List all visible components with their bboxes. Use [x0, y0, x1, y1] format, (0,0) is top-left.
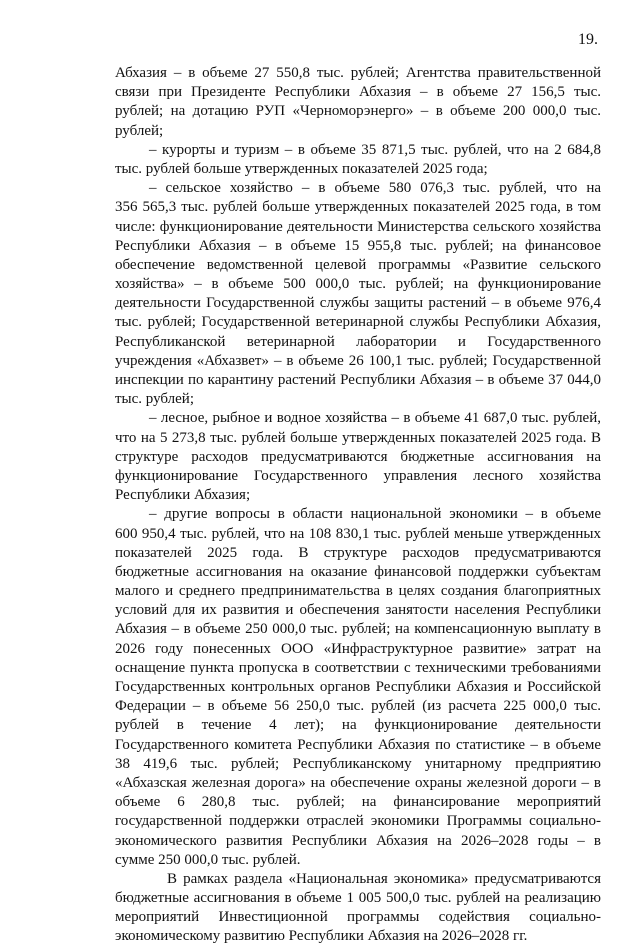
text-line: деятельности Государственной службы защиты растений – в объеме 976,4 [115, 295, 601, 312]
text-line: что на 5 273,8 тыс. рублей больше утвержденных показателей 2025 года. В [115, 429, 601, 446]
document-body [115, 64, 601, 947]
text-line: бюджетные ассигнования на оказание финансовой поддержки субъектам [115, 563, 601, 580]
text-line: рублей в течение 4 лет); на функционирование деятельности [115, 717, 601, 734]
text-line: Республики Абхазия; [115, 487, 251, 504]
text-line: экономического развития Республики Абхазия на 2026–2028 годы – в [115, 832, 601, 849]
text-line: тыс. рублей; Государственной ветеринарной службы Республики Абхазия, [115, 314, 601, 331]
text-line: связи при Президенте Республики Абхазия – в объеме 27 156,5 тыс. [115, 84, 601, 101]
text-line: – курорты и туризм – в объеме 35 871,5 тыс. рублей, что на 2 684,8 [149, 141, 601, 158]
text-line: хозяйства» – в объеме 500 000,0 тыс. рублей; на функционирование [115, 276, 601, 293]
text-line: Государственных контрольных органов Республики Абхазия и Российской [115, 679, 601, 695]
text-line: сумме 250 000,0 тыс. рублей. [115, 851, 301, 868]
text-line: структуре расходов предусматриваются бюджетные ассигнования на [115, 448, 601, 465]
text-line: «Абхазская железная дорога» на обеспечение охраны железной дороги – в [115, 774, 601, 791]
text-line: мероприятий Инвестиционной программы содействия социально- [115, 909, 601, 926]
text-line: 356 565,3 тыс. рублей больше утвержденных показателей 2025 года, в том [115, 199, 601, 216]
text-line: рублей; на дотацию РУП «Черноморэнерго» – в объеме 200 000,0 тыс. [115, 103, 601, 120]
text-line: рублей; [115, 122, 164, 139]
text-line: учреждения «Абхазвет» – в объеме 26 100,1 тыс. рублей; Государственной [115, 352, 601, 369]
text-line: – сельское хозяйство – в объеме 580 076,3 тыс. рублей, что на [149, 180, 601, 197]
text-line: малого и среднего предпринимательства в целях создания благоприятных [115, 583, 601, 600]
text-line: Республики Абхазия – в объеме 15 955,8 тыс. рублей; на финансовое [115, 237, 601, 254]
text-line: – другие вопросы в области национальной экономики – в объеме [149, 506, 601, 523]
text-line: условий для их развития и обеспечения занятости населения Республики [115, 602, 601, 619]
text-line: тыс. рублей; [115, 391, 194, 408]
text-line: объеме 6 280,8 тыс. рублей; на финансирование мероприятий [115, 794, 601, 811]
text-line: тыс. рублей больше утвержденных показателей 2025 года; [115, 160, 488, 177]
text-line: экономическому развитию Республики Абхазия на 2026–2028 гг. [115, 928, 528, 945]
page-number: 19. [578, 31, 598, 48]
text-line: показателей 2025 года. В структуре расходов предусматриваются [115, 544, 601, 561]
text-line: 600 950,4 тыс. рублей, что на 108 830,1 тыс. рублей меньше утвержденных [115, 525, 601, 542]
text-line: 38 419,6 тыс. рублей; Республиканскому унитарному предприятию [115, 755, 601, 772]
text-line: бюджетные ассигнования в объеме 1 005 500,0 тыс. рублей на реализацию [115, 890, 601, 907]
text-line: оснащение пункта пропуска в соответствии с техническими требованиями [115, 659, 601, 676]
text-line: государственной поддержки отраслей экономики Программы социально- [115, 813, 601, 830]
text-line: Федерации – в объеме 56 250,0 тыс. рублей (из расчета 225 000,0 тыс. [115, 698, 601, 715]
text-line: инспекции по карантину растений Республики Абхазия – в объеме 37 044,0 [115, 372, 601, 388]
text-line: Абхазия – в объеме 27 550,8 тыс. рублей; Агентства правительственной [115, 65, 601, 81]
text-line: функционирование Государственного управления лесного хозяйства [115, 467, 601, 484]
text-line: обеспечение ведомственной целевой программы «Развитие сельского [115, 256, 601, 273]
text-line: – лесное, рыбное и водное хозяйства – в объеме 41 687,0 тыс. рублей, [149, 410, 601, 427]
text-line: Государственного комитета Республики Абхазия по статистике – в объеме [115, 736, 601, 753]
text-line: числе: функционирование деятельности Министерства сельского хозяйства [115, 218, 601, 235]
text-line: Абхазия – в объеме 250 000,0 тыс. рублей; на компенсационную выплату в [115, 621, 601, 638]
text-line: 2026 году понесенных ООО «Инфраструктурное развитие» затрат на [115, 640, 601, 657]
text-line: В рамках раздела «Национальная экономика» предусматриваются [167, 870, 601, 887]
text-line: Республиканской ветеринарной лаборатории и Государственного [115, 333, 601, 350]
